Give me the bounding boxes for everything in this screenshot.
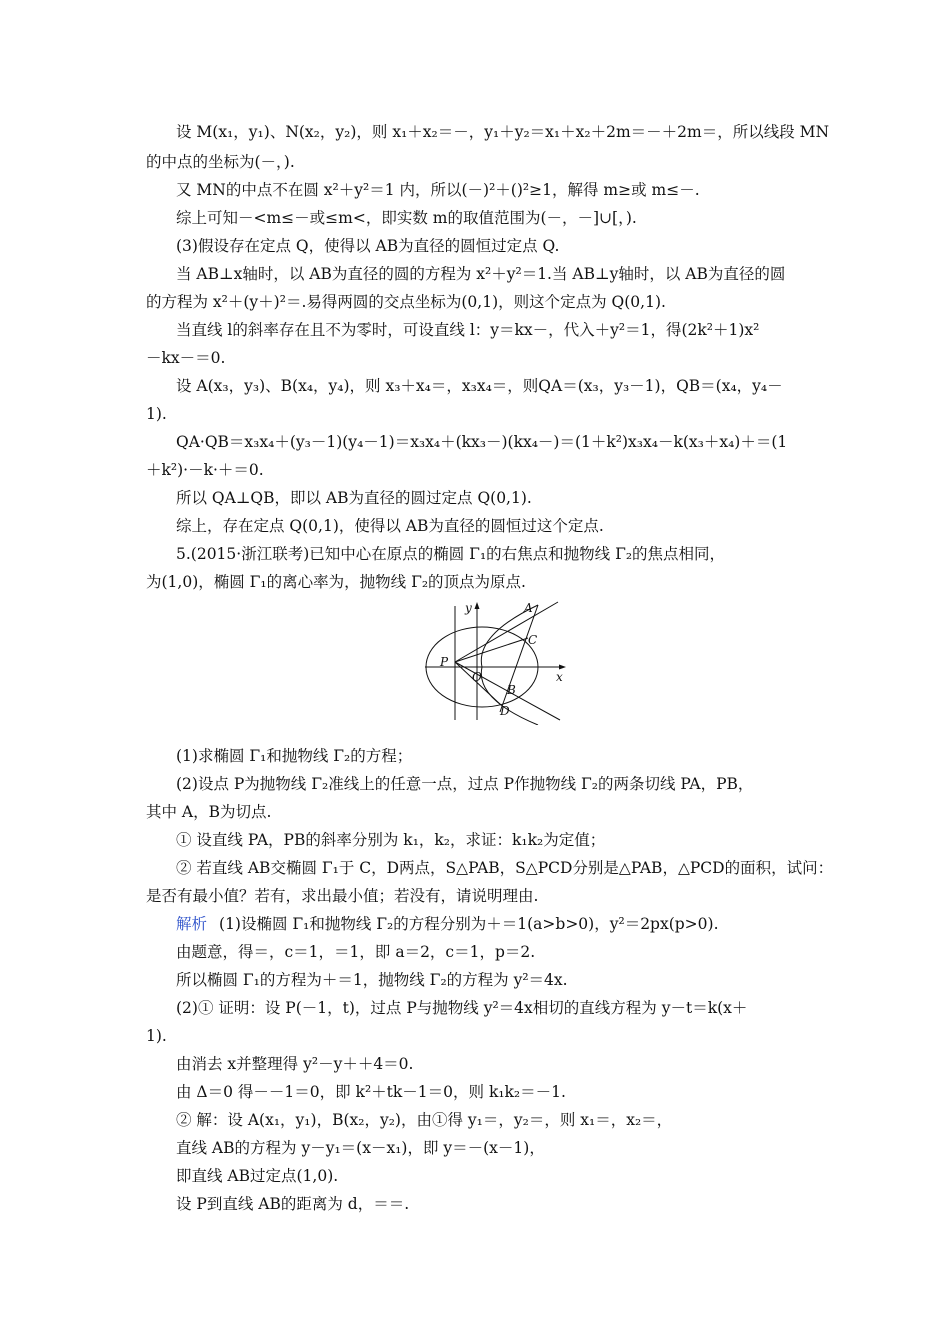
- text-line: (3)假设存在定点 Q，使得以 AB为直径的圆恒过定点 Q.: [176, 237, 560, 255]
- solution-label: 解析: [176, 915, 208, 933]
- label-x: x: [556, 670, 563, 684]
- text-line: 的方程为 x²＋(y＋)²＝.易得两圆的交点坐标为(0,1)，则这个定点为 Q(0,1).: [146, 293, 666, 311]
- text-line: (2)设点 P为抛物线 Γ₂准线上的任意一点，过点 P作抛物线 Γ₂的两条切线 PA，PB，: [176, 775, 754, 793]
- text-line: 直线 AB的方程为 y－y₁＝(x－x₁)，即 y＝－(x－1)，: [176, 1139, 545, 1157]
- text-line: [176, 914, 719, 934]
- text-line: 综上，存在定点 Q(0,1)，使得以 AB为直径的圆恒过这个定点.: [176, 517, 604, 535]
- text-line-content: (1)设椭圆 Γ₁和抛物线 Γ₂的方程分别为＋＝1(a>b>0)，y²＝2px(p>0).: [219, 915, 719, 933]
- ellipse-parabola-figure: [420, 600, 570, 725]
- text-line: ② 若直线 AB交椭圆 Γ₁于 C，D两点，S△PAB，S△PCD分别是△PAB，△PCD的面积，试问：: [176, 859, 834, 877]
- text-line: 为(1,0)，椭圆 Γ₁的离心率为，抛物线 Γ₂的顶点为原点.: [146, 573, 526, 591]
- text-line: (2)① 证明：设 P(－1，t)，过点 P与抛物线 y²＝4x相切的直线方程为 y－t＝k(x＋: [176, 999, 748, 1017]
- text-line: 1).: [146, 405, 167, 423]
- text-line: 又 MN的中点不在圆 x²＋y²＝1 内，所以(－)²＋()²≥1，解得 m≥或 m≤－.: [176, 181, 700, 199]
- label-P: P: [440, 655, 449, 669]
- text-line: 是否有最小值？若有，求出最小值；若没有，请说明理由.: [146, 887, 539, 905]
- text-line: ② 解：设 A(x₁，y₁)，B(x₂，y₂)，由①得 y₁＝，y₂＝，则 x₁＝，x₂＝，: [176, 1111, 673, 1129]
- text-line: 即直线 AB过定点(1,0).: [176, 1167, 339, 1185]
- text-line: (1)求椭圆 Γ₁和抛物线 Γ₂的方程；: [176, 747, 413, 765]
- text-line: 设 A(x₃，y₃)、B(x₄，y₄)，则 x₃＋x₄＝，x₃x₄＝，则QA＝(x₃，y₃－1)，QB＝(x₄，y₄－: [176, 377, 783, 395]
- text-line: 1).: [146, 1027, 167, 1045]
- text-line: ＋k²)·－k·＋＝0.: [146, 461, 264, 479]
- text-line: 所以 QA⊥QB，即以 AB为直径的圆过定点 Q(0,1).: [176, 489, 532, 507]
- label-y: y: [465, 601, 472, 615]
- text-line: －kx－＝0.: [146, 349, 226, 367]
- text-line: 其中 A，B为切点.: [146, 803, 272, 821]
- text-line: 综上可知－<m≤－或≤m<，即实数 m的取值范围为(－，－]∪[，).: [176, 209, 637, 227]
- text-line: 由题意，得＝，c＝1，＝1，即 a＝2，c＝1，p＝2.: [176, 943, 536, 961]
- text-line: 的中点的坐标为(－，).: [146, 153, 295, 171]
- text-line: 由消去 x并整理得 y²－y＋＋4＝0.: [176, 1055, 414, 1073]
- text-line: QA·QB＝x₃x₄＋(y₃－1)(y₄－1)＝x₃x₄＋(kx₃－)(kx₄－)＝(1＋k²)x₃x₄－k(x₃＋x₄)＋＝(1: [176, 433, 788, 451]
- text-line: 设 M(x₁，y₁)、N(x₂，y₂)，则 x₁＋x₂＝－，y₁＋y₂＝x₁＋x₂＋2m＝－＋2m＝，所以线段 MN: [176, 123, 830, 141]
- label-A: A: [524, 601, 533, 615]
- text-line: 当直线 l的斜率存在且不为零时，可设直线 l：y＝kx－，代入＋y²＝1，得(2k²＋1)x²: [176, 321, 760, 339]
- text-line: 设 P到直线 AB的距离为 d，＝＝.: [176, 1195, 410, 1213]
- label-O: O: [472, 670, 482, 684]
- label-B: B: [507, 683, 516, 697]
- text-line: 所以椭圆 Γ₁的方程为＋＝1，抛物线 Γ₂的方程为 y²＝4x.: [176, 971, 568, 989]
- text-line: ① 设直线 PA，PB的斜率分别为 k₁，k₂，求证：k₁k₂为定值；: [176, 831, 606, 849]
- text-line: 由 Δ＝0 得－－1＝0，即 k²＋tk－1＝0，则 k₁k₂＝－1.: [176, 1083, 566, 1101]
- text-line: 5.(2015·浙江联考)已知中心在原点的椭圆 Γ₁的右焦点和抛物线 Γ₂的焦点相同，: [176, 545, 726, 563]
- text-line: 当 AB⊥x轴时，以 AB为直径的圆的方程为 x²＋y²＝1.当 AB⊥y轴时，以 AB为直径的圆: [176, 265, 786, 283]
- label-C: C: [528, 633, 538, 647]
- label-D: D: [500, 704, 510, 718]
